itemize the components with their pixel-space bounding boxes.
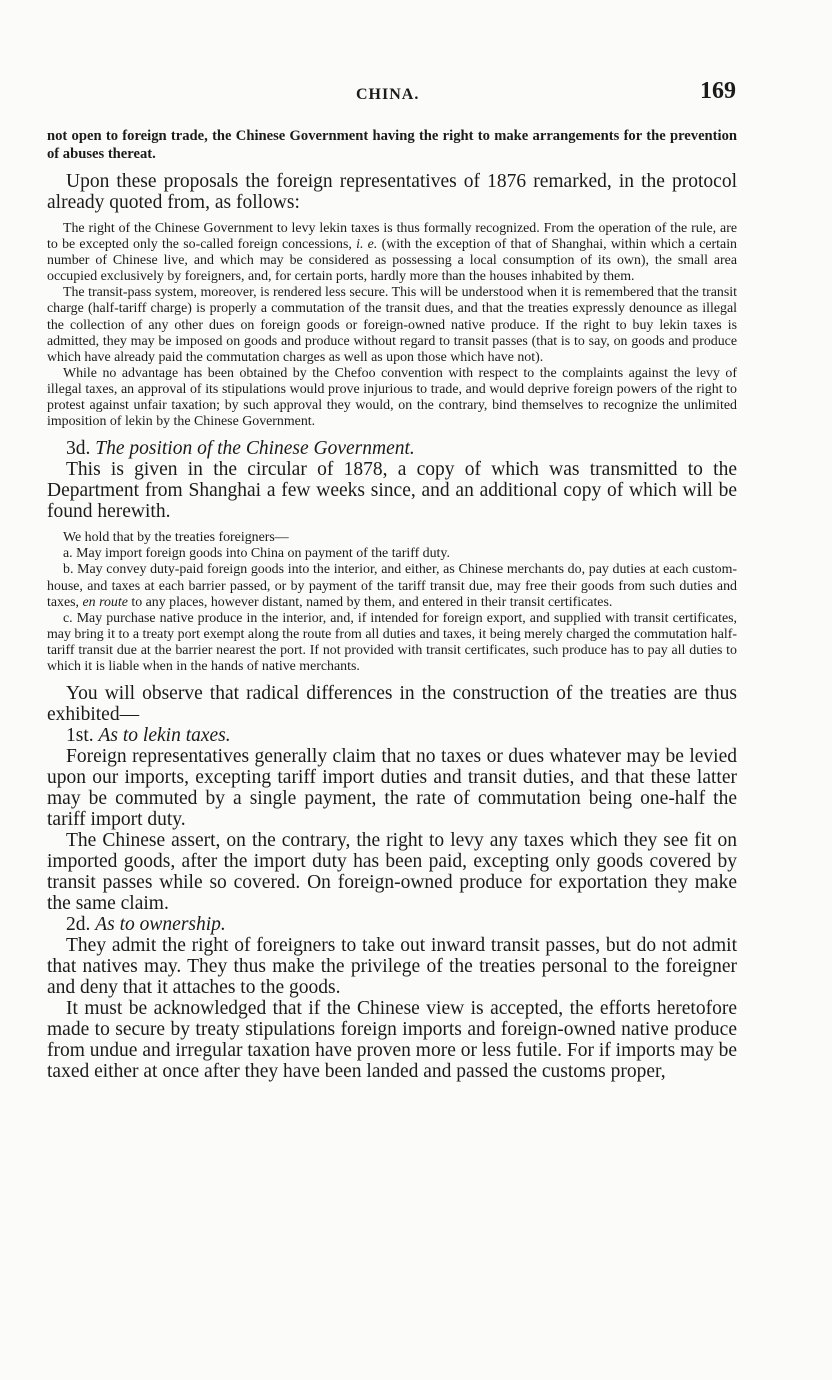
continued-paragraph: not open to foreign trade, the Chinese Government having the right to make arrangements for the prevention of abuses thereat.: [47, 128, 737, 162]
circular-item-b: b. May convey duty-paid foreign goods into the interior, and either, as Chinese merchants do, pay duties at each custom-house, and taxes at each barrier passed, or by payment of the tariff transit due, may free their goods from such duties and taxes, en route to any places, however distant, named by them, and entered in their transit certificates.: [47, 562, 737, 610]
section-heading-1st: 1st. As to lekin taxes.: [66, 725, 231, 747]
section-heading-3d: 3d. The position of the Chinese Government.: [66, 438, 415, 460]
circular-item-a: a. May import foreign goods into China on payment of the tariff duty.: [63, 546, 450, 562]
quoted-paragraph-2: The transit-pass system, moreover, is rendered less secure. This will be understood when it is remembered that the transit charge (half-tariff charge) is properly a commutation of the transit dues, and that the treaties expressly denounce as illegal the collection of any other dues on foreign goods or foreign-owned native produce. If the right to buy lekin taxes is admitted, they may be imposed on goods and produce without regard to transit passes (that is to say, on goods and produce which have already paid the commutation charges as well as upon those which have not).: [47, 285, 737, 365]
circular-intro: We hold that by the treaties foreigners—: [63, 530, 289, 546]
circular-item-c: c. May purchase native produce in the interior, and, if intended for foreign export, and supplied with transit certificates, may bring it to a treaty port exempt along the route from all duties and taxes, it being merely charged the commutation half-tariff transit due at the barrier nearest the port. If not provided with transit certificates, such produce has to pay all duties to which it is liable when in the hands of native merchants.: [47, 610, 737, 674]
conclusion-paragraph: It must be acknowledged that if the Chinese view is accepted, the efforts heretofore made to secure by treaty stipulations foreign imports and foreign-owned native produce from undue and irregular taxation have proven more or less futile. For if imports may be taxed either at once after they have been landed and passed the customs proper,: [47, 998, 737, 1083]
circular-paragraph: This is given in the circular of 1878, a copy of which was transmitted to the Department from Shanghai a few weeks since, and an additional copy of which will be found herewith.: [47, 459, 737, 523]
running-head: CHINA.: [356, 86, 420, 103]
intro-paragraph: Upon these proposals the foreign representatives of 1876 remarked, in the protocol already quoted from, as follows:: [47, 171, 737, 213]
differences-paragraph: You will observe that radical differences in the construction of the treaties are thus exhibited—: [47, 683, 737, 726]
chinese-claim-paragraph: The Chinese assert, on the contrary, the right to levy any taxes which they see fit on imported goods, after the import duty has been paid, excepting only goods covered by transit passes while so covered. On foreign-owned produce for exportation they make the same claim.: [47, 830, 737, 915]
quoted-paragraph-3: While no advantage has been obtained by the Chefoo convention with respect to the complaints against the levy of illegal taxes, an approval of its stipulations would prove injurious to trade, and would deprive foreign powers of the right to protest against unfair taxation; by such approval they would, on the contrary, bind themselves to recognize the unlimited imposition of lekin by the Chinese Government.: [47, 365, 737, 430]
page-header: [0, 78, 832, 112]
ownership-paragraph: They admit the right of foreigners to take out inward transit passes, but do not admit that natives may. They thus make the privilege of the treaties personal to the foreigner and deny that it attaches to the goods.: [47, 935, 737, 999]
page-body: [47, 128, 737, 1082]
foreign-claim-paragraph: Foreign representatives generally claim that no taxes or dues whatever may be levied upon our imports, excepting tariff import duties and transit duties, and that these latter may be commuted by a single payment, the rate of commutation being one-half the tariff import duty.: [47, 746, 737, 831]
page-number: 169: [700, 78, 736, 104]
quoted-paragraph-1: The right of the Chinese Government to levy lekin taxes is thus formally recognized. From the operation of the rule, are to be excepted only the so-called foreign concessions, i. e. (with the exception of that of Shanghai, within which a certain number of Chinese live, and which may be considered as possessing a local consumption of its own), the small area occupied exclusively by foreigners, and, for certain ports, hardly more than the houses inhabited by them.: [47, 221, 737, 285]
section-heading-2d: 2d. As to ownership.: [66, 914, 226, 936]
